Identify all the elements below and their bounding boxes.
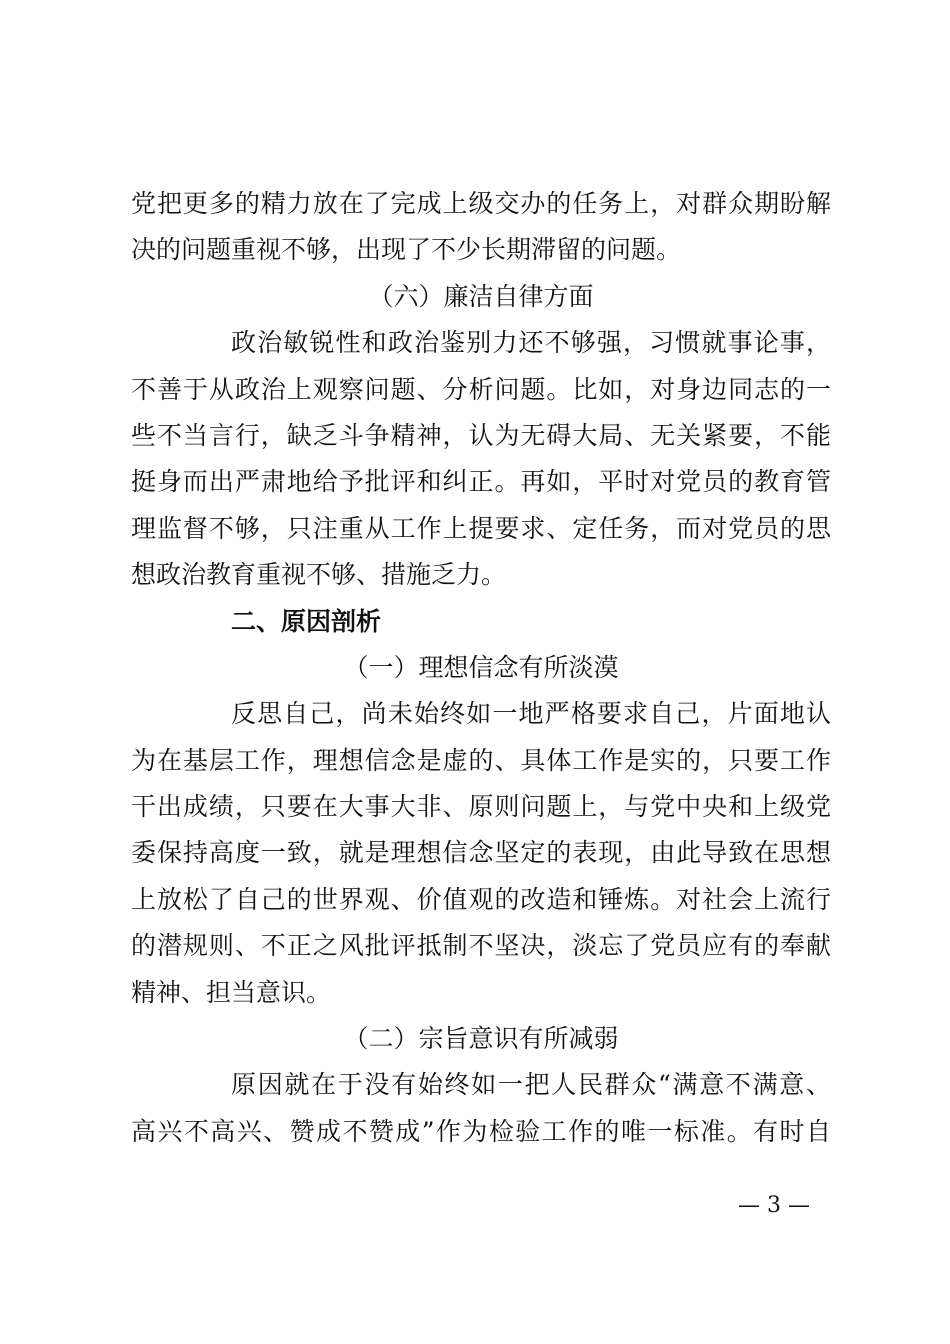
section-heading: （一）理想信念有所淡漠: [343, 652, 619, 682]
page-number: — 3 —: [738, 1193, 810, 1218]
document-body: [131, 181, 831, 1155]
paragraph-line: 想政治教育重视不够、措施乏力。: [131, 560, 507, 590]
paragraph-line: 精神、担当意识。: [131, 977, 332, 1007]
paragraph-line: 理监督不够，只注重从工作上提要求、定任务，而对党员的思: [131, 513, 831, 543]
paragraph-line: 些不当言行，缺乏斗争精神，认为无碍大局、无关紧要，不能: [131, 420, 831, 450]
paragraph-line: 挺身而出严肃地给予批评和纠正。再如，平时对党员的教育管: [131, 467, 831, 497]
paragraph-line: 委保持高度一致，就是理想信念坚定的表现，由此导致在思想: [131, 838, 831, 868]
paragraph-line: 党把更多的精力放在了完成上级交办的任务上，对群众期盼解: [131, 189, 831, 218]
section-heading: （二）宗旨意识有所减弱: [343, 1024, 619, 1054]
paragraph-line: 上放松了自己的世界观、价值观的改造和锤炼。对社会上流行: [131, 884, 831, 914]
paragraph-line: 高兴不高兴、赞成不赞成”作为检验工作的唯一标准。有时自: [131, 1116, 831, 1146]
paragraph-line: 原因就在于没有始终如一把人民群众“满意不满意、: [231, 1070, 831, 1100]
paragraph-line: 决的问题重视不够，出现了不少长期滞留的问题。: [131, 235, 682, 265]
paragraph-line: 干出成绩，只要在大事大非、原则问题上，与党中央和上级党: [131, 792, 831, 822]
chapter-heading: 二、原因剖析: [231, 606, 382, 636]
paragraph-line: 不善于从政治上观察问题、分析问题。比如，对身边同志的一: [131, 374, 831, 404]
section-heading: （六）廉洁自律方面: [368, 281, 594, 311]
paragraph-line: 反思自己，尚未始终如一地严格要求自己，片面地认: [231, 699, 831, 729]
paragraph-line: 政治敏锐性和政治鉴别力还不够强，习惯就事论事，: [231, 328, 831, 358]
paragraph-line: 的潜规则、不正之风批评抵制不坚决，淡忘了党员应有的奉献: [131, 931, 831, 961]
paragraph-line: 为在基层工作，理想信念是虚的、具体工作是实的，只要工作: [131, 745, 831, 775]
